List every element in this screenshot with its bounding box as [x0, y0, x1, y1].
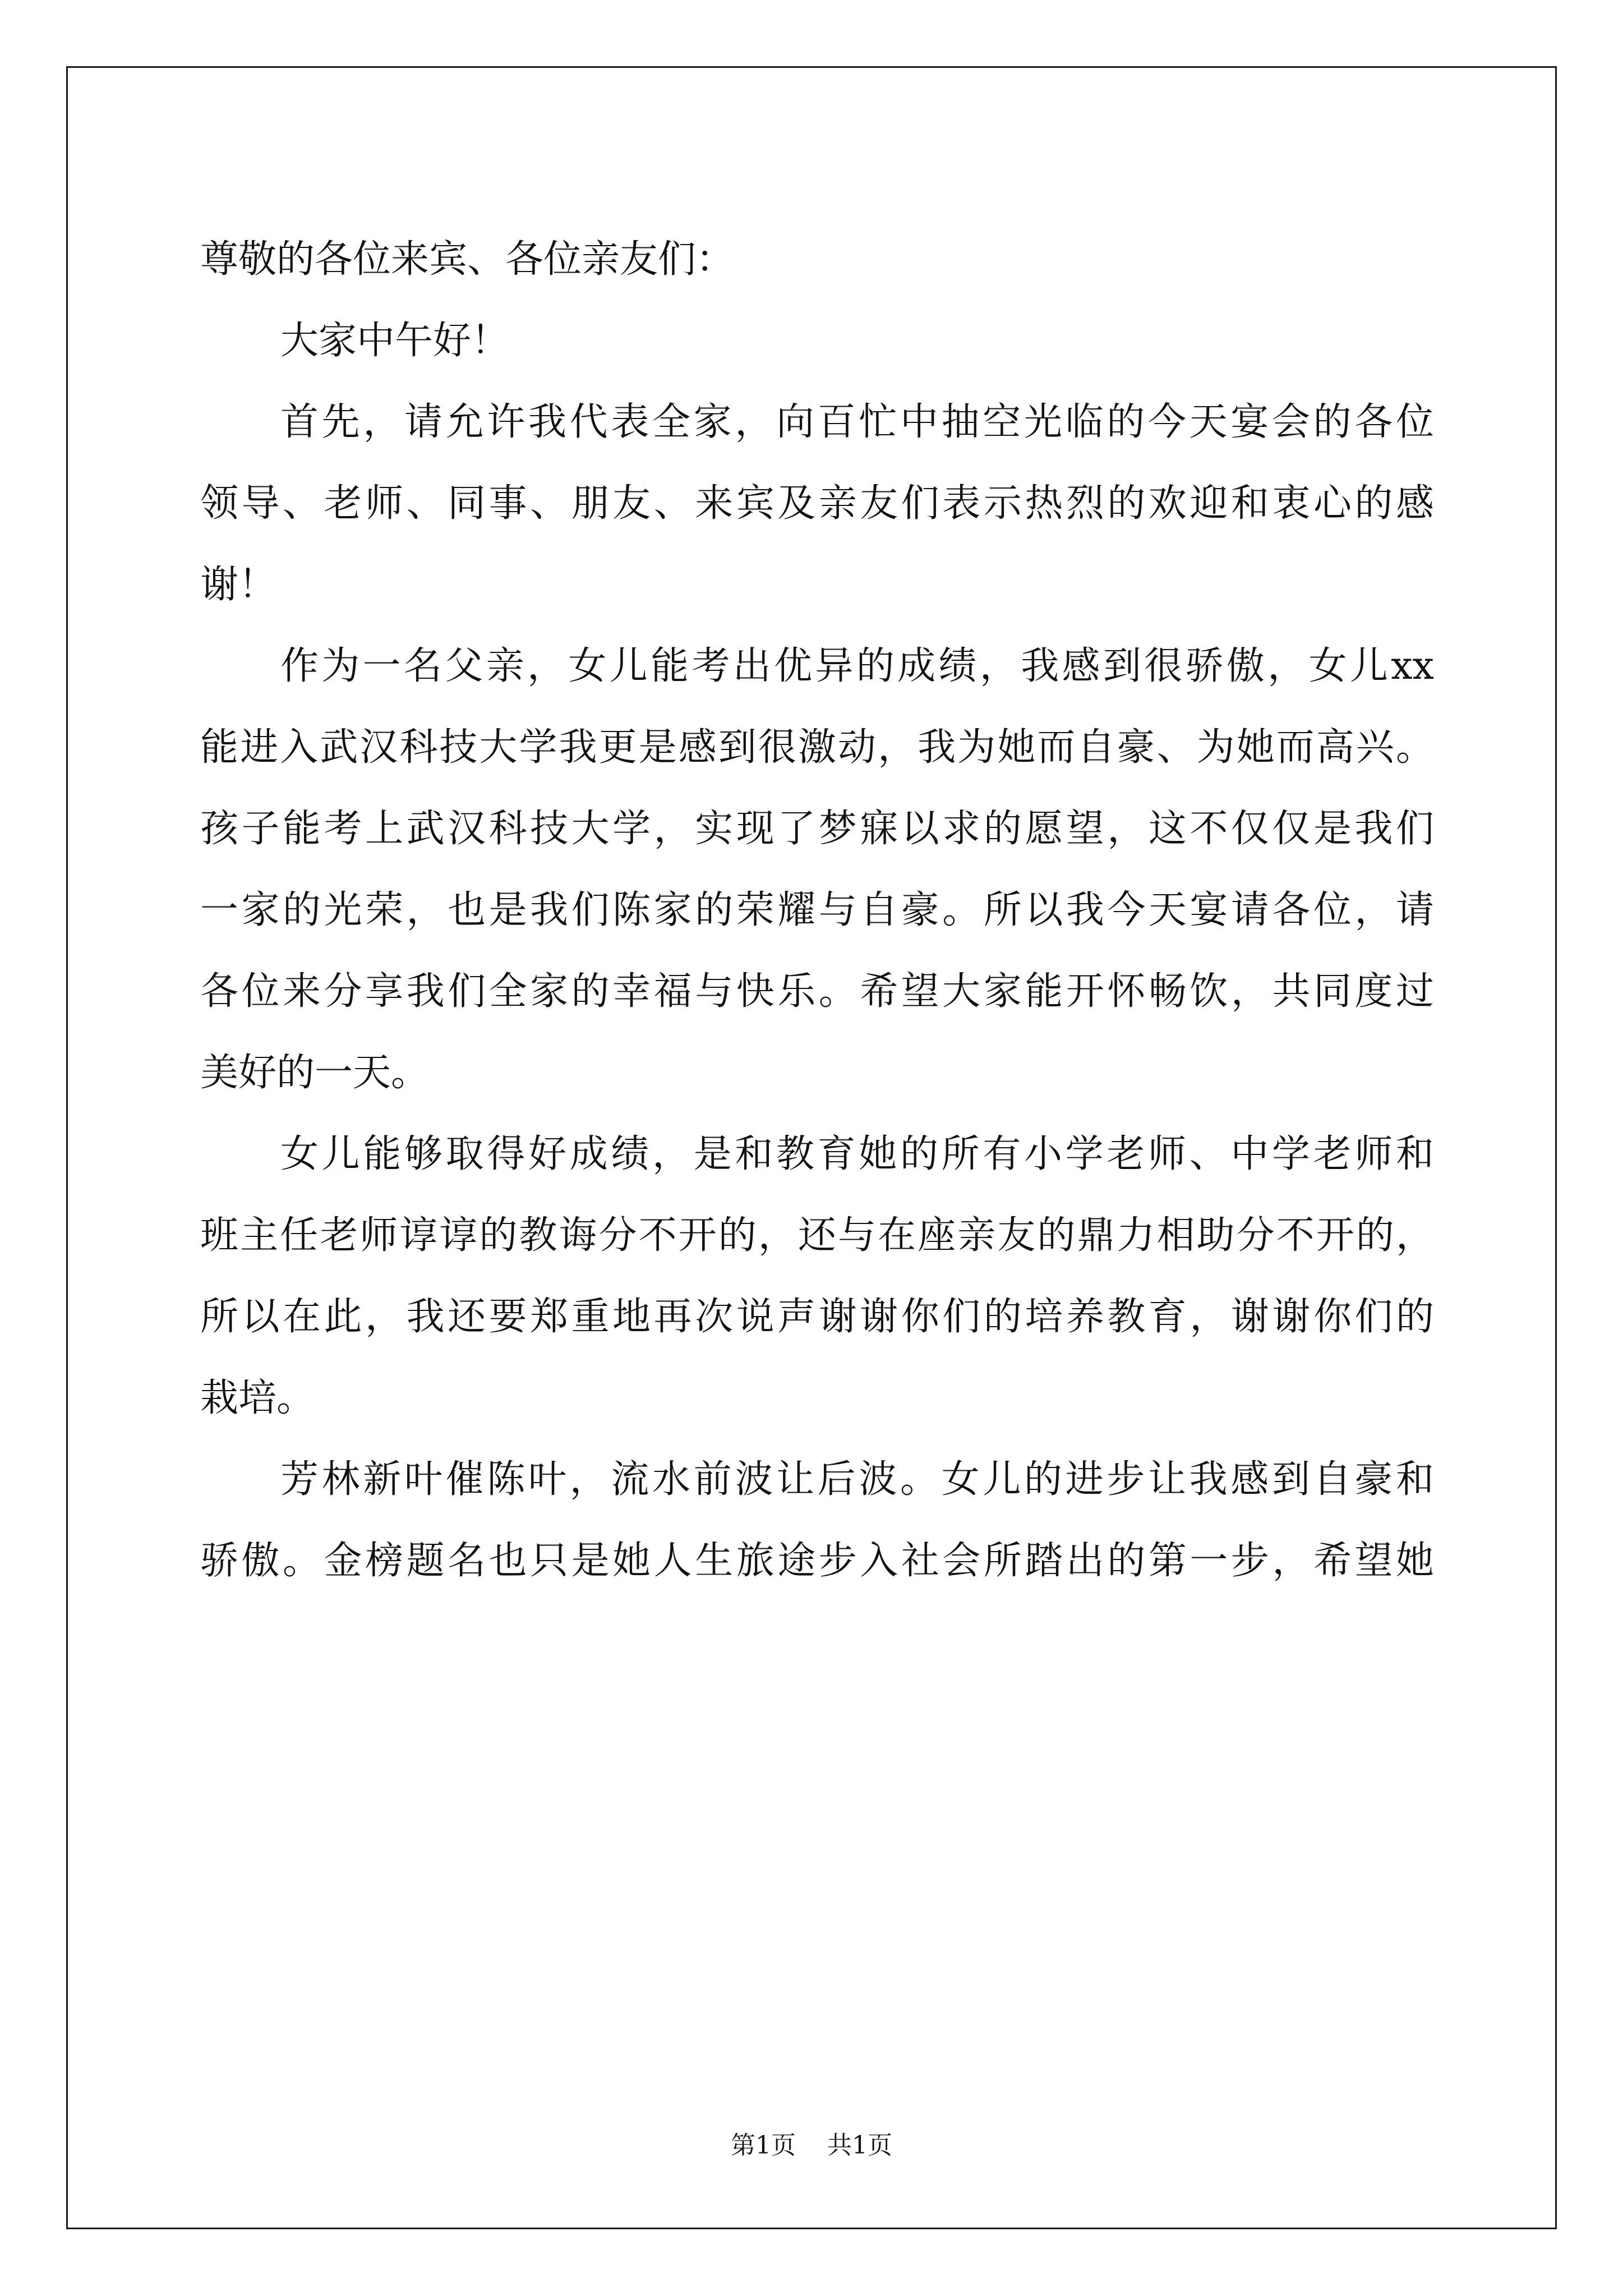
page-total: 共1页: [827, 2131, 892, 2160]
paragraph-line: 栽培。: [200, 1376, 315, 1420]
paragraph-line: 作为一名父亲，女儿能考出优异的成绩，我感到很骄傲，女儿xx: [280, 644, 1434, 688]
paragraph-line: 首先，请允许我代表全家，向百忙中抽空光临的今天宴会的各位: [280, 400, 1434, 444]
paragraph-line: 孩子能考上武汉科技大学，实现了梦寐以求的愿望，这不仅仅是我们: [200, 807, 1434, 851]
paragraph-line: 谢！: [200, 563, 277, 607]
page-number: 第1页: [731, 2131, 796, 2160]
paragraph-line: 所以在此，我还要郑重地再次说声谢谢你们的培养教育，谢谢你们的: [200, 1295, 1434, 1339]
paragraph-line: 各位来分享我们全家的幸福与快乐。希望大家能开怀畅饮，共同度过: [200, 969, 1434, 1014]
paragraph-line: 美好的一天。: [200, 1051, 430, 1095]
paragraph-line: 一家的光荣，也是我们陈家的荣耀与自豪。所以我今天宴请各位，请: [200, 888, 1434, 932]
paragraph-line: 尊敬的各位来宾、各位亲友们：: [200, 237, 735, 282]
page-footer: [0, 2129, 1623, 2162]
paragraph-line: 女儿能够取得好成绩，是和教育她的所有小学老师、中学老师和: [280, 1132, 1434, 1176]
paragraph-line: 班主任老师谆谆的教诲分不开的，还与在座亲友的鼎力相助分不开的，: [200, 1213, 1434, 1258]
paragraph-line: 芳林新叶催陈叶，流水前波让后波。女儿的进步让我感到自豪和: [280, 1457, 1434, 1502]
paragraph-line: 大家中午好！: [280, 319, 510, 363]
paragraph-line: 领导、老师、同事、朋友、来宾及亲友们表示热烈的欢迎和衷心的感: [200, 481, 1434, 526]
paragraph-line: 骄傲。金榜题名也只是她人生旅途步入社会所踏出的第一步，希望她: [200, 1539, 1434, 1583]
document-body: [200, 219, 1434, 1602]
paragraph-line: 能进入武汉科技大学我更是感到很激动，我为她而自豪、为她而高兴。: [200, 725, 1434, 770]
